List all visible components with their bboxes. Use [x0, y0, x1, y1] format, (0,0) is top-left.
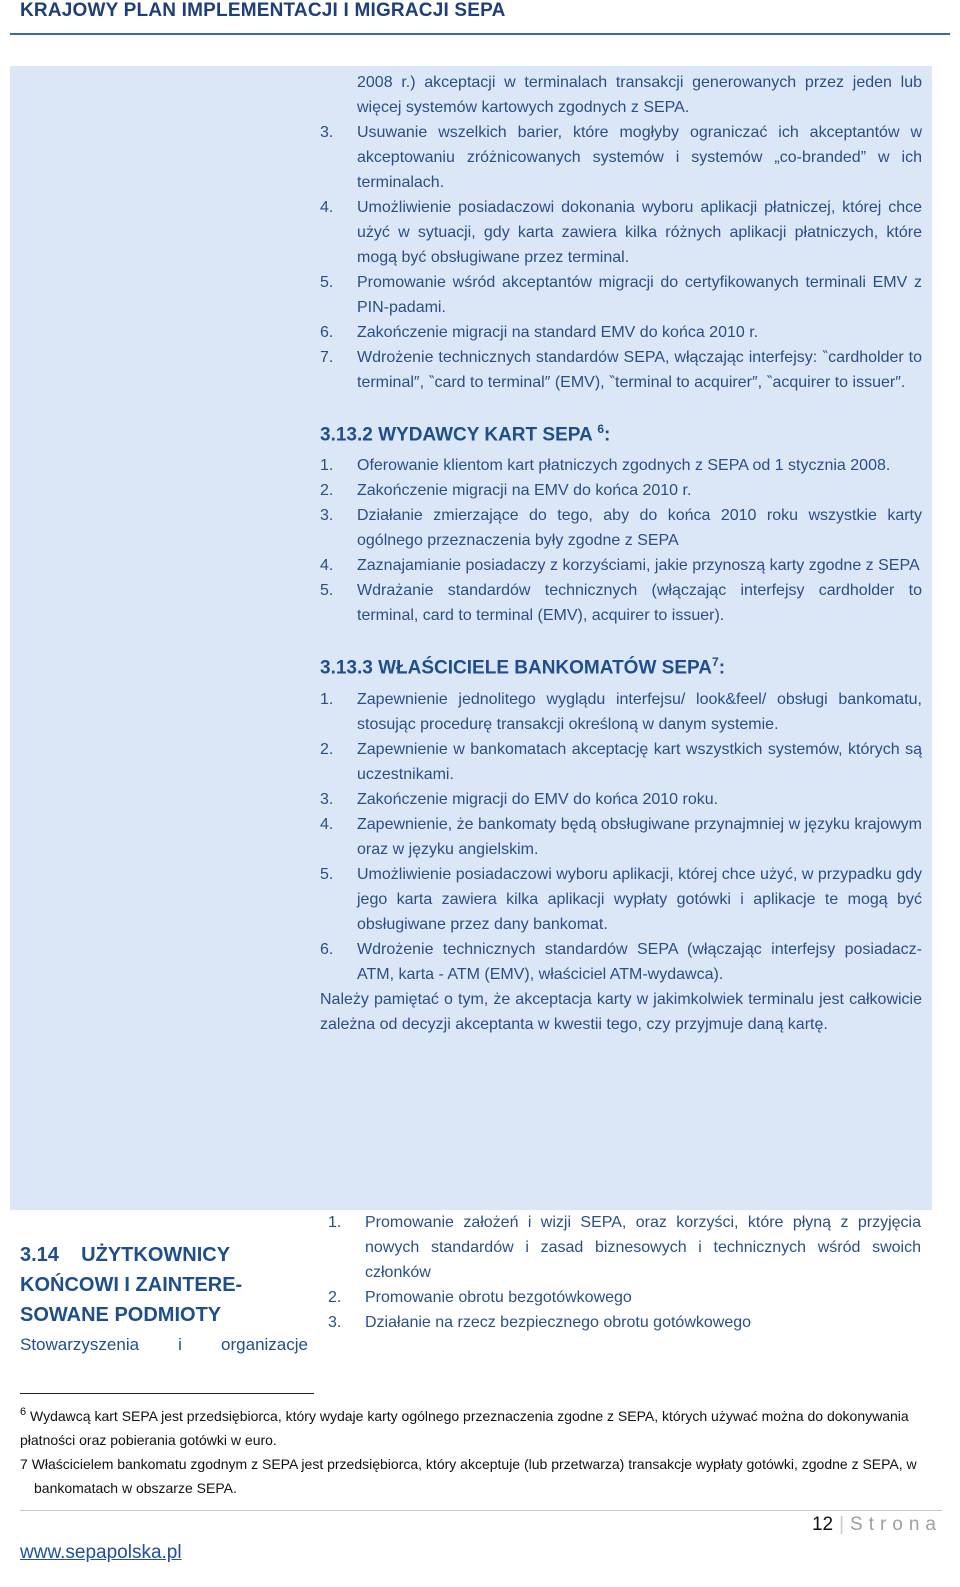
list-item: 5. Promowanie wśród akceptantów migracji do certyfikowanych terminali EMV z PIN-padami. [320, 274, 922, 316]
closing-paragraph: Należy pamiętać o tym, że akceptacja karty w jakimkolwiek terminalu jest całkowicie zależna od decyzji akceptanta w kwestii tego, czy przyjmuje daną kartę. [320, 990, 922, 1033]
section-314-list [328, 1210, 921, 1335]
list-item: 2. Zapewnienie w bankomatach akceptację kart wszystkich systemów, których są uczestnikami. [320, 740, 922, 783]
list-item: 2. Promowanie obrotu bezgotówkowego [328, 1289, 632, 1306]
section-heading-314: 3.14 UŻYTKOWNICY KOŃCOWI I ZAINTERE- SOWANE PODMIOTY [20, 1244, 243, 1326]
list-item: 1. Oferowanie klientom kart płatniczych zgodnych z SEPA od 1 stycznia 2008. [320, 457, 891, 475]
footnote-7: 7 Właścicielem bankomatu zgodnym z SEPA jest przedsiębiorca, który akceptuje (lub przetwarza) transakcje wypłaty gotówki, zgodne z SEPA, w bankomatach w obszarze SEPA. [20, 1456, 917, 1496]
list-item: 4. Zaznajamianie posiadaczy z korzyściami, jakie przynoszą karty zgodne z SEPA [320, 557, 920, 575]
website-link[interactable]: www.sepapolska.pl [20, 1542, 182, 1563]
list-item: 5. Wdrażanie standardów technicznych (włączając interfejsy cardholder to terminal, card to terminal (EMV), acquirer to issuer). [320, 582, 922, 625]
bankomaty-list [320, 687, 922, 987]
list-item: 6. Wdrożenie technicznych standardów SEPA (włączając interfejsy posiadacz- ATM, karta - ATM (EMV), właściciel ATM-wydawca). [320, 940, 922, 983]
footnote-6: $^6$ Wydawcą kart SEPA jest przedsiębiorca, który wydaje karty ogólnego przeznaczenia zgodne z SEPA, których używać można do dokonywania płatności oraz pobierania gotówki w euro. [20, 1406, 909, 1448]
footnote-ref[interactable]: 6 [597, 422, 605, 436]
list-item: 1. Promowanie założeń i wizji SEPA, oraz korzyści, które płyną z przyjęcia nowych standardów i zasad biznesowych i technicznych wśród swoich członków [328, 1214, 921, 1281]
header-divider [10, 33, 950, 35]
list-item: 2. Zakończenie migracji na EMV do końca 2010 r. [320, 482, 692, 500]
section-subheading: Stowarzyszenia i organizacje [20, 1335, 308, 1354]
page-number: 12 | Strona [811, 1514, 942, 1535]
intro-list [320, 70, 922, 395]
list-item: 3. Działanie na rzecz bezpiecznego obrotu gotówkowego [328, 1314, 752, 1331]
section-314-heading-block [20, 1240, 308, 1360]
list-item: 1. Zapewnienie jednolitego wyglądu interfejsu/ look&feel/ obsługi bankomatu, stosując procedurę transakcji określoną w danym systemie. [320, 690, 922, 733]
list-item: 3. Zakończenie migracji do EMV do końca 2010 roku. [320, 790, 719, 808]
list-item: 2008 r.) akceptacji w terminalach transakcji generowanych przez jeden lub więcej systemów kartowych zgodnych z SEPA. [357, 74, 922, 116]
list-item: 5. Umożliwienie posiadaczowi wyboru aplikacji, której chce użyć, w przypadku gdy jego karta zawiera kilka aplikacji wypłaty gotówki i aplikacje te mogą być obsługiwane przez dany bankomat. [320, 865, 922, 933]
list-item: 4. Umożliwienie posiadaczowi dokonania wyboru aplikacji płatniczej, której chce użyć w sytuacji, gdy karta zawiera kilka różnych aplikacji płatniczych, które mogą być obsługiwane przez terminal. [320, 199, 922, 266]
list-item: 6. Zakończenie migracji na standard EMV do końca 2010 r. [320, 324, 759, 341]
footnote-divider [20, 1393, 314, 1394]
list-item: 3. Usuwanie wszelkich barier, które mogłyby ograniczać ich akceptantów w akceptowaniu zróżnicowanych systemów i systemów „co-branded” w ich terminalach. [320, 124, 922, 191]
list-item: 4. Zapewnienie, że bankomaty będą obsługiwane przynajmniej w języku krajowym oraz w języku angielskim. [320, 815, 922, 858]
page-header-title: KRAJOWY PLAN IMPLEMENTACJI I MIGRACJI SEPA [20, 0, 506, 21]
footnote-ref[interactable]: 7 [712, 655, 719, 670]
wydawcy-list [320, 453, 922, 628]
section-heading-bankomaty: 3.13.3 WŁAŚCICIELE BANKOMATÓW SEPA$^7$: [320, 655, 726, 679]
footer-divider [20, 1510, 942, 1511]
list-item: 7. Wdrożenie technicznych standardów SEPA, włączając interfejsy: ‶cardholder to terminal″, ‶card to terminal″ (EMV), ‶terminal to acquirer″, ‶acquirer to issuer″. [320, 349, 922, 391]
main-content [320, 66, 922, 1210]
list-item: 3. Działanie zmierzające do tego, aby do końca 2010 roku wszystkie karty ogólnego przeznaczenia były zgodne z SEPA [320, 507, 922, 550]
section-heading-wydawcy: 3.13.2 WYDAWCY KART SEPA $^6$: [320, 422, 611, 446]
